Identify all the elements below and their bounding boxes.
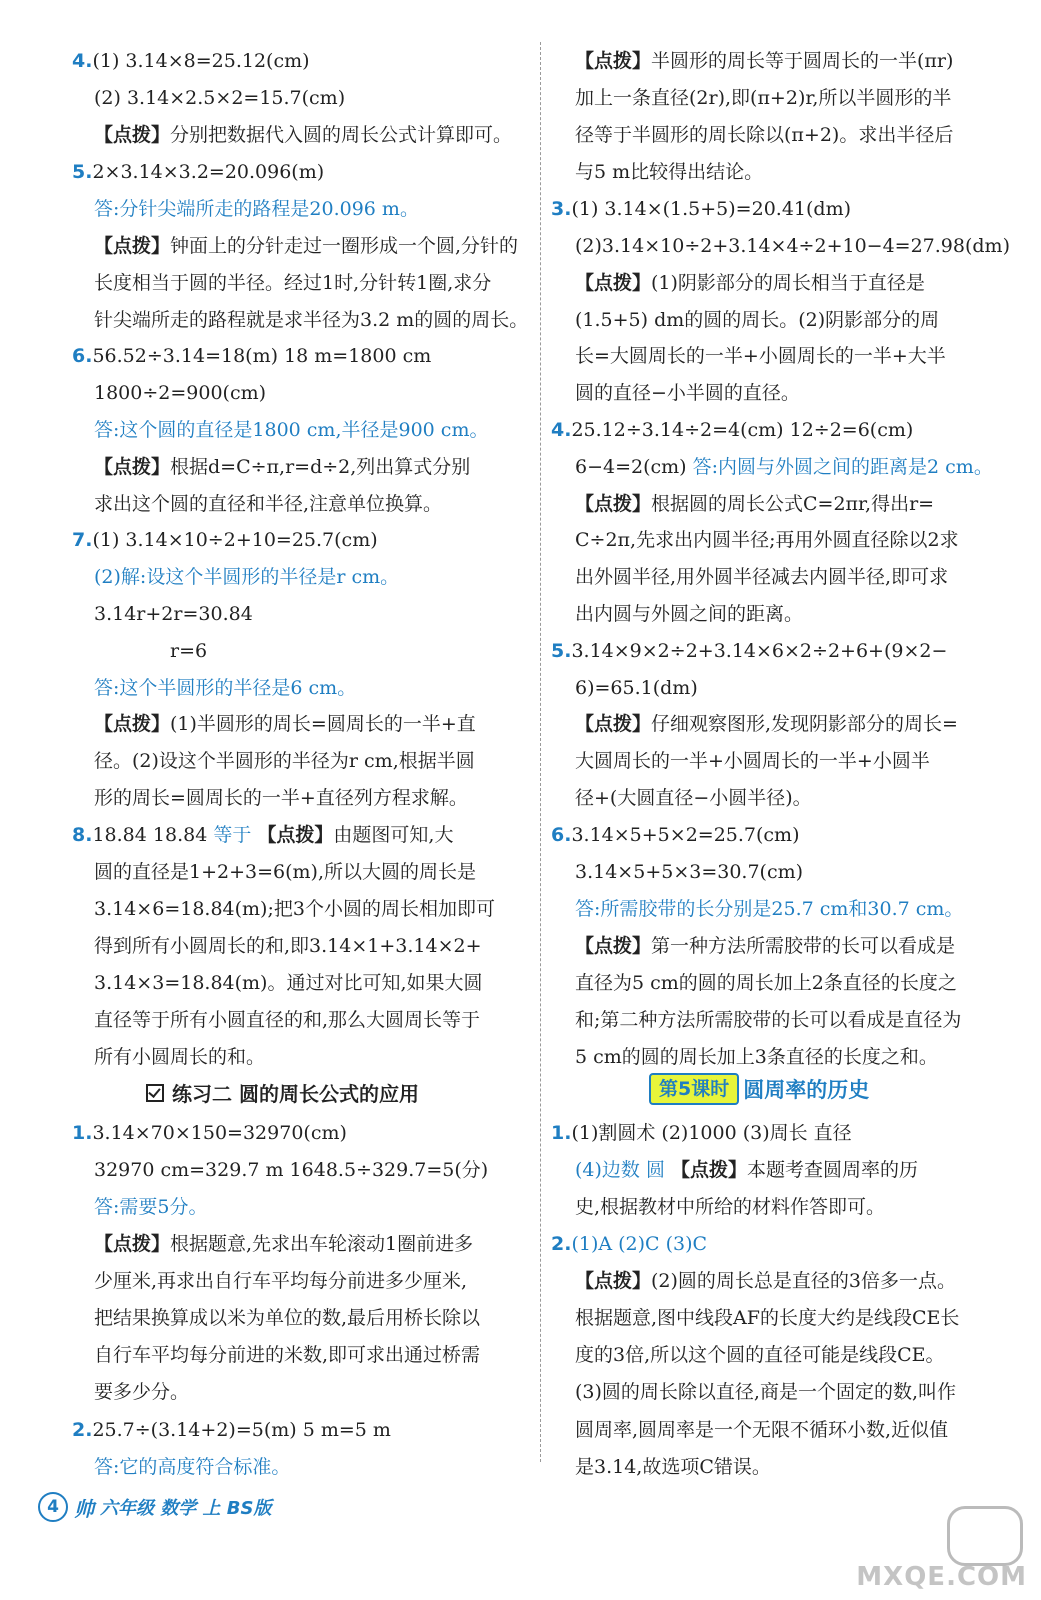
line-text: (1)割圆术 (2)1000 (3)周长 直径 (571, 1122, 852, 1144)
line-text: 6)=65.1(dm) (575, 677, 698, 699)
lesson-header (649, 1072, 869, 1106)
text-line (94, 233, 518, 259)
hint-tag: 【点拨】 (575, 272, 652, 294)
line-text: 圆周率,圆周率是一个无限不循环小数,近似值 (575, 1419, 949, 1441)
text-line (94, 1194, 208, 1220)
text-line (575, 1342, 945, 1368)
text-line (575, 1157, 918, 1183)
line-text: 32970 cm=329.7 m 1648.5÷329.7=5(分) (94, 1159, 489, 1181)
line-text: 第一种方法所需胶带的长可以看成是 (651, 935, 956, 957)
hint-tag: 【点拨】 (94, 713, 171, 735)
text-line (94, 1379, 189, 1405)
line-text: (1) 3.14×(1.5+5)=20.41(dm) (571, 198, 851, 220)
line-text: 得到所有小圆周长的和,即3.14×1+3.14×2+ (94, 935, 482, 957)
brand-logo: 帅 (74, 1496, 94, 1521)
line-text: (2)圆的周长总是直径的3倍多一点。 (651, 1270, 957, 1292)
line-text: 形的周长=圆周长的一半+直径列方程求解。 (94, 787, 468, 809)
column-divider (540, 42, 541, 1462)
line-text: (2)3.14×10÷2+3.14×4÷2+10−4=27.98(dm) (575, 235, 1010, 257)
line-text: 25.12÷3.14÷2=4(cm) 12÷2=6(cm) (571, 419, 914, 441)
line-text: 长=大圆周长的一半+小圆周长的一半+大半 (575, 345, 946, 367)
line-text: 根据题意,图中线段AF的长度大约是线段CE长 (575, 1307, 960, 1329)
question-number: 2. (72, 1419, 93, 1441)
text-line (94, 307, 528, 333)
text-line (72, 822, 453, 848)
text-line (551, 822, 800, 848)
text-line (575, 159, 763, 185)
answer-text: 等于 (213, 824, 252, 846)
text-line (575, 491, 934, 517)
text-line (94, 270, 491, 296)
answer-text: (1)A (2)C (3)C (571, 1233, 708, 1255)
hint-tag: 【点拨】 (94, 1233, 171, 1255)
line-text: 出外圆半径,用外圆半径减去内圆半径,即可求 (575, 566, 949, 588)
page-number: 4 (38, 1492, 68, 1522)
text-line (575, 711, 958, 737)
line-text: 半圆形的周长等于圆周长的一半(πr) (651, 50, 954, 72)
hint-tag: 【点拨】 (575, 935, 652, 957)
answer-text: 答:它的高度符合标准。 (94, 1456, 291, 1478)
text-line (72, 527, 378, 553)
line-text: 仔细观察图形,发现阴影部分的周长= (651, 713, 958, 735)
line-text: 根据圆的周长公式C=2πr,得出r= (651, 493, 935, 515)
line-text: 与5 m比较得出结论。 (575, 161, 764, 183)
line-text: 径+(大圆直径−小圆半径)。 (575, 787, 812, 809)
line-text: 把结果换算成以米为单位的数,最后用桥长除以 (94, 1307, 481, 1329)
section-title (146, 1080, 419, 1108)
text-line (575, 601, 803, 627)
text-line (575, 859, 803, 885)
text-line (551, 638, 947, 664)
text-line (94, 748, 475, 774)
line-text: 是3.14,故选项C错误。 (575, 1456, 771, 1478)
text-line (94, 196, 419, 222)
text-line (72, 48, 310, 74)
line-text: 加上一条直径(2r),即(π+2)r,所以半圆形的半 (575, 87, 952, 109)
line-text: 由题图可知,大 (333, 824, 454, 846)
line-text: 3.14×9×2÷2+3.14×6×2÷2+6+(9×2− (571, 640, 948, 662)
text-line (72, 1120, 347, 1146)
line-text: 大圆周长的一半+小圆周长的一半+小圆半 (575, 750, 930, 772)
question-number: 1. (72, 1122, 93, 1144)
watermark (837, 1506, 1027, 1592)
text-line (575, 1305, 959, 1331)
line-text: 长度相当于圆的半径。经过1时,分针转1圈,求分 (94, 272, 492, 294)
question-number: 5. (551, 640, 572, 662)
footer-book-title: 六年级 数学 上 BS版 (100, 1498, 272, 1519)
text-line (94, 1268, 467, 1294)
text-line (170, 638, 207, 664)
text-line (575, 48, 953, 74)
line-text: 3.14×5+5×2=25.7(cm) (571, 824, 800, 846)
text-line (575, 970, 957, 996)
text-line (94, 1305, 480, 1331)
question-number: 8. (72, 824, 93, 846)
text-line (575, 1044, 938, 1070)
question-number: 6. (551, 824, 572, 846)
line-text: (1.5+5) dm的圆的周长。(2)阴影部分的周 (575, 309, 940, 331)
text-line (94, 1454, 290, 1480)
text-line (94, 896, 495, 922)
text-line (551, 196, 851, 222)
watermark-text: MXQE.COM (856, 1562, 1027, 1592)
question-number: 2. (551, 1233, 572, 1255)
line-text: 根据题意,先求出车轮滚动1圈前进多 (170, 1233, 474, 1255)
text-line (575, 343, 946, 369)
section-title-text: 练习二 圆的周长公式的应用 (172, 1082, 419, 1106)
text-line (575, 380, 800, 406)
text-line (94, 454, 470, 480)
line-text: (1) 3.14×8=25.12(cm) (92, 50, 310, 72)
text-line (575, 1454, 771, 1480)
line-text: 度的3倍,所以这个圆的直径可能是线段CE。 (575, 1344, 945, 1366)
answer-text: (4)边数 圆 (575, 1159, 665, 1181)
line-text: 针尖端所走的路程就是求半径为3.2 m的圆的周长。 (94, 309, 529, 331)
text-line (94, 1157, 488, 1183)
question-number: 6. (72, 345, 93, 367)
text-line (575, 527, 959, 553)
text-line (551, 417, 913, 443)
text-line (72, 159, 324, 185)
text-line (94, 85, 345, 111)
text-line (551, 1120, 852, 1146)
text-line (575, 748, 930, 774)
line-text: 径。(2)设这个半圆形的半径为r cm,根据半圆 (94, 750, 475, 772)
line-text: 史,根据教材中所给的材料作答即可。 (575, 1196, 886, 1218)
question-number: 5. (72, 161, 93, 183)
answer-text: 答:分针尖端所走的路程是20.096 m。 (94, 198, 419, 220)
hint-tag: 【点拨】 (94, 235, 171, 257)
text-line (94, 933, 482, 959)
text-line (94, 1044, 265, 1070)
question-number: 7. (72, 529, 93, 551)
answer-text: 答:需要5分。 (94, 1196, 208, 1218)
text-line (575, 1194, 885, 1220)
hint-tag: 【点拨】 (94, 124, 171, 146)
line-text: 根据d=C÷π,r=d÷2,列出算式分别 (170, 456, 471, 478)
text-line (94, 417, 488, 443)
page-footer (38, 1490, 271, 1524)
text-line (575, 896, 963, 922)
answer-text: (2)解:设这个半圆形的半径是r cm。 (94, 566, 400, 588)
text-line (94, 601, 253, 627)
text-line (94, 1231, 473, 1257)
line-text: 钟面上的分针走过一圈形成一个圆,分针的 (170, 235, 519, 257)
text-line (575, 675, 698, 701)
text-line (94, 564, 399, 590)
line-text: 18.84 18.84 (92, 824, 214, 846)
line-text: 3.14×3=18.84(m)。通过对比可知,如果大圆 (94, 972, 483, 994)
question-number: 3. (551, 198, 572, 220)
hint-tag: 【点拨】 (671, 1159, 748, 1181)
hint-tag: 【点拨】 (94, 456, 171, 478)
line-text: 56.52÷3.14=18(m) 18 m=1800 cm (92, 345, 432, 367)
text-line (94, 1007, 480, 1033)
line-text: 本题考查圆周率的历 (747, 1159, 919, 1181)
line-text: (1)半圆形的周长=圆周长的一半+直 (170, 713, 476, 735)
line-text: (2) 3.14×2.5×2=15.7(cm) (94, 87, 346, 109)
text-line (575, 270, 925, 296)
text-line (575, 1379, 956, 1405)
question-number: 4. (551, 419, 572, 441)
answer-text: 答:所需胶带的长分别是25.7 cm和30.7 cm。 (575, 898, 964, 920)
answer-text: 答:这个半圆形的半径是6 cm。 (94, 677, 357, 699)
text-line (575, 233, 1010, 259)
text-line (72, 1417, 391, 1443)
answer-text: 答:这个圆的直径是1800 cm,半径是900 cm。 (94, 419, 489, 441)
line-text: 6−4=2(cm) (575, 456, 693, 478)
text-line (94, 675, 356, 701)
line-text: 要多少分。 (94, 1381, 190, 1403)
text-line (94, 785, 468, 811)
line-text: 5 cm的圆的周长加上3条直径的长度之和。 (575, 1046, 938, 1068)
line-text: r=6 (170, 640, 208, 662)
watermark-bubble-icon (947, 1506, 1023, 1566)
lesson-badge: 第5课时 (649, 1073, 739, 1105)
line-text: 圆的直径是1+2+3=6(m),所以大圆的周长是 (94, 861, 476, 883)
hint-tag: 【点拨】 (575, 50, 652, 72)
text-line (551, 1231, 707, 1257)
text-line (94, 711, 476, 737)
line-text: 求出这个圆的直径和半径,注意单位换算。 (94, 493, 443, 515)
text-line (94, 859, 476, 885)
line-text: 直径为5 cm的圆的周长加上2条直径的长度之 (575, 972, 957, 994)
lesson-title: 圆周率的历史 (743, 1078, 870, 1102)
line-text: (3)圆的周长除以直径,商是一个固定的数,叫作 (575, 1381, 956, 1403)
text-line (575, 1417, 948, 1443)
line-text: 和;第二种方法所需胶带的长可以看成是直径为 (575, 1009, 962, 1031)
line-text: 3.14×70×150=32970(cm) (92, 1122, 347, 1144)
line-text: 所有小圆周长的和。 (94, 1046, 266, 1068)
line-text: 2×3.14×3.2=20.096(m) (92, 161, 325, 183)
line-text: 3.14×6=18.84(m);把3个小圆的周长相加即可 (94, 898, 495, 920)
text-line (72, 343, 431, 369)
line-text: 径等于半圆形的周长除以(π+2)。求出半径后 (575, 124, 954, 146)
question-number: 1. (551, 1122, 572, 1144)
text-line (575, 1268, 956, 1294)
line-text: 1800÷2=900(cm) (94, 382, 267, 404)
text-line (575, 564, 948, 590)
text-line (94, 970, 483, 996)
answer-text: 答:内圆与外圆之间的距离是2 cm。 (692, 456, 993, 478)
line-text: (1) 3.14×10÷2+10=25.7(cm) (92, 529, 378, 551)
checkbox-icon (146, 1084, 164, 1102)
text-line (94, 122, 512, 148)
hint-tag: 【点拨】 (575, 1270, 652, 1292)
question-number: 4. (72, 50, 93, 72)
line-text: 自行车平均每分前进的米数,即可求出通过桥需 (94, 1344, 481, 1366)
text-line (94, 380, 266, 406)
line-text: 3.14×5+5×3=30.7(cm) (575, 861, 804, 883)
line-text: 出内圆与外圆之间的距离。 (575, 603, 804, 625)
line-text: 少厘米,再求出自行车平均每分前进多少厘米, (94, 1270, 468, 1292)
hint-tag: 【点拨】 (575, 713, 652, 735)
text-line (575, 785, 812, 811)
text-line (94, 1342, 480, 1368)
line-text: 圆的直径−小半圆的直径。 (575, 382, 800, 404)
text-line (575, 1007, 961, 1033)
hint-tag: 【点拨】 (257, 824, 334, 846)
text-line (575, 307, 939, 333)
line-text: 分别把数据代入圆的周长公式计算即可。 (170, 124, 513, 146)
line-text: C÷2π,先求出内圆半径;再用外圆直径除以2求 (575, 529, 959, 551)
line-text: 3.14r+2r=30.84 (94, 603, 253, 625)
text-line (94, 491, 442, 517)
line-text: (1)阴影部分的周长相当于直径是 (651, 272, 925, 294)
hint-tag: 【点拨】 (575, 493, 652, 515)
text-line (575, 454, 993, 480)
text-line (575, 933, 955, 959)
text-line (575, 122, 953, 148)
text-line (575, 85, 951, 111)
line-text: 直径等于所有小圆直径的和,那么大圆周长等于 (94, 1009, 481, 1031)
line-text: 25.7÷(3.14+2)=5(m) 5 m=5 m (92, 1419, 391, 1441)
